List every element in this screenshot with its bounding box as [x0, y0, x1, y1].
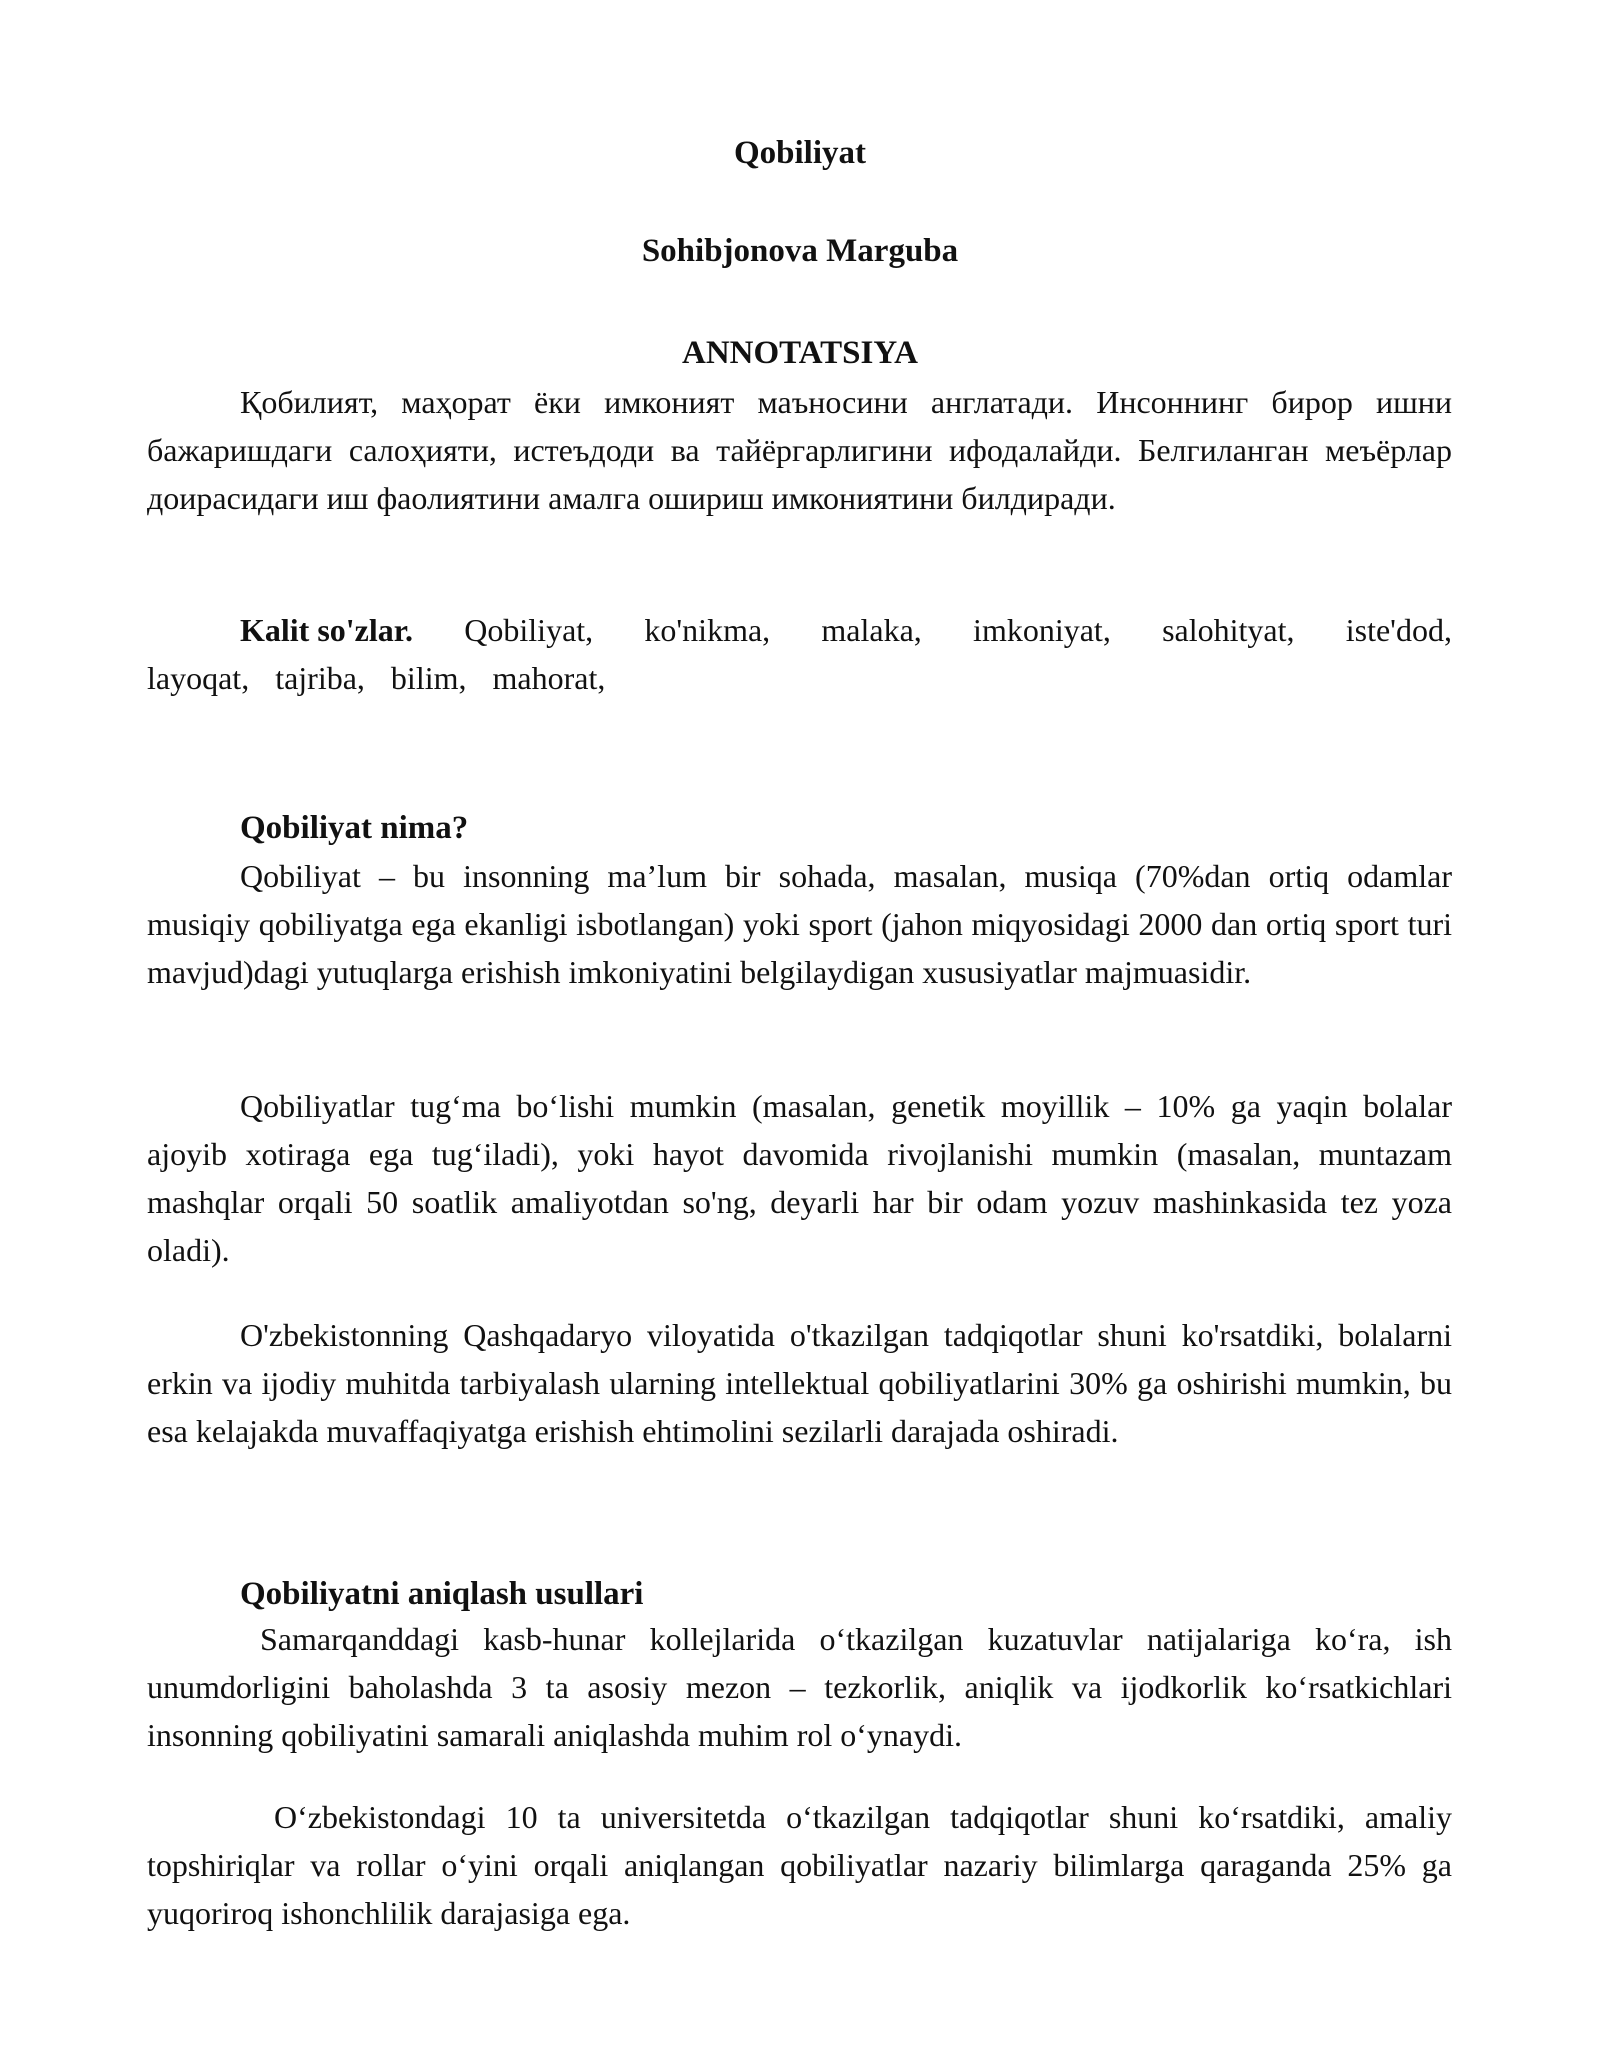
- section-heading-aniqlash-usullari: Qobiliyatni aniqlash usullari: [240, 1576, 644, 1612]
- keyword-item: imkoniyat,: [973, 612, 1111, 648]
- keyword-item: salohityat,: [1162, 612, 1295, 648]
- keyword-item: malaka,: [821, 612, 922, 648]
- keyword-item: bilim,: [390, 660, 467, 696]
- keyword-item: layoqat,: [147, 660, 250, 696]
- annotation-heading: ANNOTATSIYA: [682, 335, 918, 371]
- section-heading-qobiliyat-nima: Qobiliyat nima?: [240, 810, 469, 846]
- keyword-item: tajriba,: [275, 660, 365, 696]
- keywords-label: Kalit so'zlar.: [240, 612, 414, 648]
- document-title: Qobiliyat: [733, 135, 867, 171]
- keyword-item: mahorat,: [492, 660, 606, 696]
- author-name: Sohibjonova Marguba: [641, 233, 959, 269]
- paragraph: O‘zbekistondagi 10 ta universitetda o‘tkazilgan tadqiqotlar shuni ko‘rsatdiki, amaliy topshiriqlar va rollar o‘yini orqali aniqlangan qobiliyatlar nazariy bilimlarga qaraganda 25% ga yuqoriroq ishonchlilik darajasiga ega.: [147, 1799, 1452, 1931]
- annotation-text: Қобилият, маҳорат ёки имконият маъносини англатади. Инсоннинг бирор ишни бажаришдаги салоҳияти, истеъдоди ва тайёргарлигини ифодалайди. Белгиланган меъёрлар доирасидаги иш фаолиятини амалга ошириш имкониятини билдиради.: [147, 384, 1452, 516]
- paragraph: Qobiliyat – bu insonning ma’lum bir sohada, masalan, musiqa (70%dan ortiq odamlar musiqiy qobiliyatga ega ekanligi isbotlangan) yoki sport (jahon miqyosidagi 2000 dan ortiq sport turi mavjud)dagi yutuqlarga erishish imkoniyatini belgilaydigan xususiyatlar majmuasidir.: [147, 858, 1452, 990]
- paragraph: O'zbekistonning Qashqadaryo viloyatida o'tkazilgan tadqiqotlar shuni ko'rsatdiki, bolalarni erkin va ijodiy muhitda tarbiyalash ularning intellektual qobiliyatlarini 30% ga oshirishi mumkin, bu esa kelajakda muvaffaqiyatga erishish ehtimolini sezilarli darajada oshiradi.: [147, 1317, 1452, 1449]
- keywords-block: [147, 606, 1452, 702]
- keyword-item: ko'nikma,: [644, 612, 771, 648]
- paragraph: Samarqanddagi kasb-hunar kollejlarida o‘tkazilgan kuzatuvlar natijalariga ko‘ra, ish unumdorligini baholashda 3 ta asosiy mezon – tezkorlik, aniqlik va ijodkorlik ko‘rsatkichlari insonning qobiliyatini samarali aniqlashda muhim rol o‘ynaydi.: [147, 1621, 1452, 1753]
- paragraph: Qobiliyatlar tug‘ma bo‘lishi mumkin (masalan, genetik moyillik – 10% ga yaqin bolalar ajoyib xotiraga ega tug‘iladi), yoki hayot davomida rivojlanishi mumkin (masalan, muntazam mashqlar orqali 50 soatlik amaliyotdan so'ng, deyarli har bir odam yozuv mashinkasida tez yoza oladi).: [147, 1088, 1452, 1268]
- keyword-item: Qobiliyat,: [464, 612, 594, 648]
- keyword-item: iste'dod,: [1345, 612, 1452, 648]
- keywords-line-2: [147, 654, 1452, 702]
- keywords-line-1: [147, 606, 1452, 654]
